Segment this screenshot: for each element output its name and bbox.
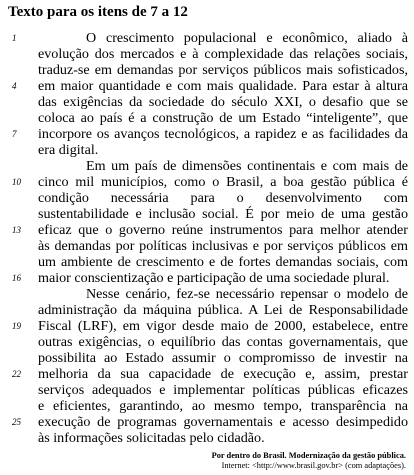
passage-line (0, 286, 414, 302)
line-text: possibilita ao Estado assumir o compromisso de investir na (38, 350, 408, 366)
line-text: execução de programas governamentais e acesso desimpedido (38, 414, 408, 430)
passage-line (0, 334, 414, 350)
line-number: 7 (12, 129, 17, 139)
passage-line (0, 30, 414, 46)
line-number: 10 (12, 177, 21, 187)
line-text: condição necessária para o desenvolvimento com (38, 190, 408, 206)
passage-line (0, 398, 414, 414)
passage-line (0, 302, 414, 318)
line-text: um ambiente de crescimento e de fortes demandas sociais, com (38, 254, 408, 270)
passage-text (0, 30, 414, 446)
passage-line (0, 382, 414, 398)
passage-line (0, 222, 414, 238)
section-title: Texto para os itens de 7 a 12 (8, 4, 188, 20)
passage-line (0, 94, 414, 110)
line-text: melhoria da sua capacidade de execução e, assim, prestar (38, 366, 408, 382)
passage-line (0, 126, 414, 142)
line-text: maior conscientização e participação de uma sociedade plural. (38, 270, 390, 286)
line-text: coloca ao país é a construção de um Estado “inteligente”, que (38, 110, 408, 126)
line-text: incorpore os avanços tecnológicos, a rapidez e as facilidades da (38, 126, 408, 142)
line-text: eficaz que o governo reúne instrumentos para melhor atender (38, 222, 408, 238)
line-text: Nesse cenário, fez-se necessário repensar o modelo de (86, 286, 408, 302)
passage-line (0, 318, 414, 334)
passage-line (0, 46, 414, 62)
line-text: Fiscal (LRF), em vigor desde maio de 2000, estabelece, entre (38, 318, 408, 334)
source-citation (212, 451, 406, 471)
line-text: cinco mil municípios, como o Brasil, a boa gestão pública é (38, 174, 408, 190)
line-text: evolução dos mercados e à complexidade das relações sociais, (38, 46, 408, 62)
line-text: Em um país de dimensões continentais e com mais de (86, 158, 408, 174)
passage-line (0, 190, 414, 206)
source-title: Por dentro do Brasil. Modernização da gestão pública. (211, 451, 406, 460)
line-text: serviços adequados e implementar políticas públicas eficazes (38, 382, 408, 398)
passage-line (0, 238, 414, 254)
line-number: 13 (12, 225, 21, 235)
line-text: às informações solicitadas pelo cidadão. (38, 430, 265, 446)
passage-line (0, 414, 414, 430)
passage-line (0, 78, 414, 94)
line-number: 25 (12, 417, 21, 427)
line-text: e eficientes, garantindo, ao mesmo tempo, transparência na (38, 398, 408, 414)
line-text: administração da máquina pública. A Lei de Responsabilidade (38, 302, 408, 318)
passage-line (0, 62, 414, 78)
line-text: às demandas por políticas inclusivas e por serviços públicos em (38, 238, 408, 254)
passage-line (0, 158, 414, 174)
line-text: das exigências da sociedade do século XXI, o desafio que se (38, 94, 408, 110)
source-url: Internet: <http://www.brasil.gov.br> (com adaptações). (221, 461, 406, 470)
passage-line (0, 110, 414, 126)
line-text: O crescimento populacional e econômico, aliado à (86, 30, 408, 46)
line-text: em maior quantidade e com mais qualidade. Para estar à altura (38, 78, 408, 94)
line-text: traduz-se em demandas por serviços públicos mais sofisticados, (38, 62, 408, 78)
passage-line (0, 270, 414, 286)
passage-line (0, 350, 414, 366)
line-number: 19 (12, 321, 21, 331)
line-number: 16 (12, 273, 21, 283)
passage-line (0, 254, 414, 270)
line-number: 4 (12, 81, 17, 91)
passage-line (0, 206, 414, 222)
line-text: sustentabilidade e inclusão social. É por meio de uma gestão (38, 206, 408, 222)
passage-line (0, 174, 414, 190)
line-number: 22 (12, 369, 21, 379)
passage-line (0, 366, 414, 382)
line-text: outras exigências, o equilíbrio das contas governamentais, que (38, 334, 408, 350)
line-text: era digital. (38, 142, 99, 158)
line-number: 1 (12, 33, 17, 43)
passage-line (0, 430, 414, 446)
passage-line (0, 142, 414, 158)
